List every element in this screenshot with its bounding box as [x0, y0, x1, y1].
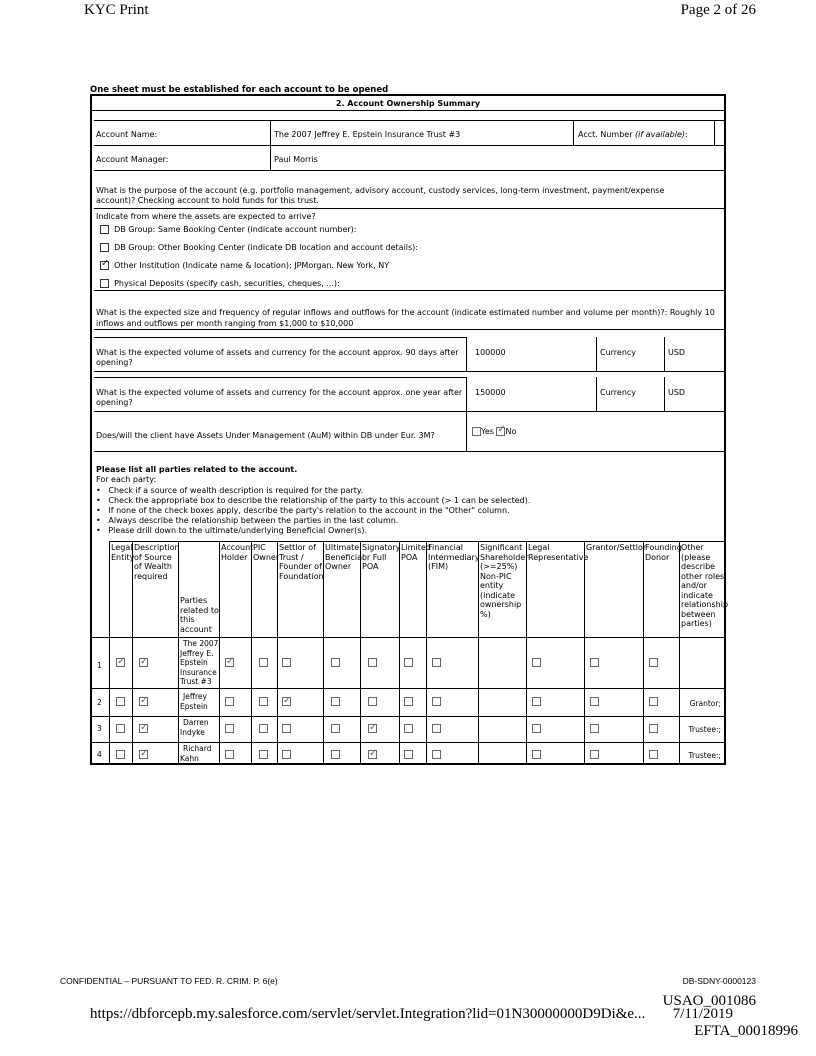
- volume90-currency-label: Currency: [600, 348, 637, 357]
- party-holder-checkbox[interactable]: [225, 697, 234, 706]
- parties-bullet: • Check if a source of wealth description is required for the party.: [96, 486, 364, 495]
- party-pic-checkbox[interactable]: [259, 658, 268, 667]
- party-fim-checkbox[interactable]: [432, 724, 441, 733]
- party-grantor-checkbox[interactable]: [590, 724, 599, 733]
- party-settlor-checkbox[interactable]: [282, 658, 291, 667]
- party-grantor-checkbox[interactable]: [590, 697, 599, 706]
- col-pic-owner: PIC Owner: [253, 543, 280, 562]
- row-number: 2: [97, 698, 102, 707]
- party-fim-checkbox[interactable]: [432, 750, 441, 759]
- party-fim-checkbox[interactable]: [432, 697, 441, 706]
- account-manager-label: Account Manager:: [96, 155, 169, 164]
- purpose-question-cont: account)? Checking account to hold funds for this trust.: [96, 196, 319, 205]
- account-ownership-form: [90, 94, 729, 765]
- party-name: Richard Kahn: [180, 744, 212, 763]
- row-number: 1: [97, 661, 102, 670]
- account-manager-value: Paul Morris: [274, 155, 318, 164]
- col-ultimate-owner: Ultimate Beneficial Owner: [325, 543, 365, 571]
- party-fim-checkbox[interactable]: [432, 658, 441, 667]
- col-legal-entity: Legal Entity: [111, 543, 135, 562]
- col-significant-shareholder: Significant Shareholder (>=25%) Non-PIC entity (indicate ownership %): [480, 543, 529, 619]
- col-fim: Financial Intermediary (FIM): [428, 543, 480, 571]
- party-legal_rep-checkbox[interactable]: [532, 724, 541, 733]
- party-name: Jeffrey Epstein: [180, 692, 208, 711]
- efta-number: EFTA_00018996: [694, 1023, 798, 1039]
- party-holder-checkbox[interactable]: [225, 750, 234, 759]
- party-settlor-checkbox[interactable]: [282, 750, 291, 759]
- parties-for-each: For each party:: [96, 475, 157, 484]
- party-founding-checkbox[interactable]: [649, 658, 658, 667]
- purpose-question: What is the purpose of the account (e.g. portfolio management, advisory account, custody services, long-term investment, payment/expense: [96, 186, 665, 195]
- flows-question: What is the expected size and frequency of regular inflows and outflows for the account (indicate estimated number and volume per month)?: Roughly 10: [96, 308, 715, 317]
- party-ubo-checkbox[interactable]: [331, 658, 340, 667]
- party-ubo-checkbox[interactable]: [331, 750, 340, 759]
- source-url[interactable]: https://dbforcepb.my.salesforce.com/servlet/servlet.Integration?lid=01N30000000D9Di&e...: [90, 1006, 646, 1022]
- party-limited-checkbox[interactable]: [404, 750, 413, 759]
- volume1y-value: 150000: [475, 388, 506, 397]
- checkbox-checked[interactable]: [100, 261, 109, 270]
- print-title: KYC Print: [84, 2, 149, 18]
- col-other: Other (please describe other roles and/or indicate relationship between parties): [681, 543, 729, 628]
- party-sig-checkbox[interactable]: [368, 697, 377, 706]
- page-number: Page 2 of 26: [680, 2, 756, 18]
- party-pic-checkbox[interactable]: [259, 750, 268, 759]
- col-account-holder: Account Holder: [221, 543, 254, 562]
- col-parties: Parties related to this account: [180, 596, 219, 634]
- party-other-relationship: Grantor;: [689, 699, 721, 708]
- volume90-value: 100000: [475, 348, 506, 357]
- party-desc-checkbox[interactable]: [139, 658, 148, 667]
- flows-question-cont: inflows and outflows per month ranging from $1,000 to $10,000: [96, 319, 354, 328]
- volume1y-currency: USD: [668, 388, 686, 397]
- aum-question: Does/will the client have Assets Under Management (AuM) within DB under Eur. 3M?: [96, 431, 435, 440]
- party-limited-checkbox[interactable]: [404, 724, 413, 733]
- party-name: The 2007 Jeffrey E. Epstein Insurance Trust #3: [180, 639, 219, 686]
- party-sig-checkbox[interactable]: [368, 750, 377, 759]
- party-desc-checkbox[interactable]: [139, 750, 148, 759]
- form-note: One sheet must be established for each account to be opened: [90, 85, 389, 95]
- print-date: 7/11/2019: [672, 1006, 733, 1022]
- aum-yes-checkbox[interactable]: [472, 427, 481, 436]
- confidential-notice: CONFIDENTIAL – PURSUANT TO FED. R. CRIM. P. 6(e): [60, 976, 278, 986]
- origin-option-2[interactable]: DB Group: Other Booking Center (indicate DB location and account details):: [100, 243, 418, 253]
- parties-bullet: • Always describe the relationship between the parties in the last column.: [96, 516, 399, 525]
- party-legal_rep-checkbox[interactable]: [532, 750, 541, 759]
- acct-number-label: Acct. Number (if available):: [578, 130, 688, 139]
- volume90-question: What is the expected volume of assets and currency for the account approx. 90 days after: [96, 348, 459, 357]
- section-title: 2. Account Ownership Summary: [335, 99, 481, 108]
- col-description: Description of Source of Wealth required: [134, 543, 180, 581]
- party-desc-checkbox[interactable]: [139, 697, 148, 706]
- party-founding-checkbox[interactable]: [649, 697, 658, 706]
- usao-number: USAO_001086: [662, 993, 756, 1009]
- checkbox[interactable]: [100, 279, 109, 288]
- checkbox[interactable]: [100, 225, 109, 234]
- origin-option-4[interactable]: Physical Deposits (specify cash, securities, cheques, ...):: [100, 279, 340, 289]
- party-other-relationship: Trustee:;: [688, 751, 721, 760]
- party-founding-checkbox[interactable]: [649, 724, 658, 733]
- party-holder-checkbox[interactable]: [225, 658, 234, 667]
- parties-bullet: • Check the appropriate box to describe the relationship of the party to this account (> 1 can be selected).: [96, 496, 531, 505]
- party-limited-checkbox[interactable]: [404, 658, 413, 667]
- col-founding-donor: Founding Donor: [645, 543, 682, 562]
- parties-title: Please list all parties related to the account.: [96, 465, 298, 474]
- col-limited-poa: Limited POA: [401, 543, 431, 562]
- account-name-label: Account Name:: [96, 130, 158, 139]
- party-founding-checkbox[interactable]: [649, 750, 658, 759]
- volume1y-currency-label: Currency: [600, 388, 637, 397]
- party-pic-checkbox[interactable]: [259, 724, 268, 733]
- party-legal_rep-checkbox[interactable]: [532, 697, 541, 706]
- row-number: 4: [97, 750, 102, 759]
- party-grantor-checkbox[interactable]: [590, 750, 599, 759]
- origin-prompt: Indicate from where the assets are expected to arrive?: [96, 212, 316, 221]
- party-name: Darren Indyke: [180, 718, 209, 737]
- aum-answer: Yes ✓ No: [472, 427, 516, 437]
- party-legal-checkbox[interactable]: [116, 750, 125, 759]
- volume90-currency: USD: [668, 348, 686, 357]
- party-sig-checkbox[interactable]: [368, 724, 377, 733]
- checkbox[interactable]: [100, 243, 109, 252]
- col-signatory: Signatory or Full POA: [362, 543, 401, 571]
- parties-bullet: • Please drill down to the ultimate/underlying Beneficial Owner(s).: [96, 526, 368, 535]
- aum-no-checkbox[interactable]: [496, 427, 505, 436]
- party-legal-checkbox[interactable]: [116, 658, 125, 667]
- bates-number: DB-SDNY-0000123: [682, 976, 756, 986]
- party-pic-checkbox[interactable]: [259, 697, 268, 706]
- account-name-value: The 2007 Jeffrey E. Epstein Insurance Trust #3: [274, 130, 461, 139]
- col-settlor: Settlor of Trust / Founder of Foundation: [279, 543, 324, 581]
- origin-option-3[interactable]: ✓ Other Institution (Indicate name & location): JPMorgan. New York, NY: [100, 261, 389, 271]
- volume90-question-cont: opening?: [96, 358, 133, 367]
- party-grantor-checkbox[interactable]: [590, 658, 599, 667]
- party-holder-checkbox[interactable]: [225, 724, 234, 733]
- party-legal_rep-checkbox[interactable]: [532, 658, 541, 667]
- party-settlor-checkbox[interactable]: [282, 697, 291, 706]
- party-ubo-checkbox[interactable]: [331, 724, 340, 733]
- party-legal-checkbox[interactable]: [116, 724, 125, 733]
- party-desc-checkbox[interactable]: [139, 724, 148, 733]
- party-ubo-checkbox[interactable]: [331, 697, 340, 706]
- volume1y-question: What is the expected volume of assets and currency for the account approx. one year after: [96, 388, 463, 397]
- parties-bullet: • If none of the check boxes apply, describe the party's relation to the account in the "Other" column.: [96, 506, 510, 515]
- party-sig-checkbox[interactable]: [368, 658, 377, 667]
- row-number: 3: [97, 724, 102, 733]
- party-legal-checkbox[interactable]: [116, 697, 125, 706]
- party-limited-checkbox[interactable]: [404, 697, 413, 706]
- party-other-relationship: Trustee:;: [688, 725, 721, 734]
- col-legal-representative: Legal Representative: [528, 543, 589, 562]
- volume1y-question-cont: opening?: [96, 398, 133, 407]
- origin-option-1[interactable]: DB Group: Same Booking Center (indicate account number):: [100, 225, 356, 235]
- col-grantor-settlor: Grantor/Settlor: [586, 543, 647, 552]
- party-settlor-checkbox[interactable]: [282, 724, 291, 733]
